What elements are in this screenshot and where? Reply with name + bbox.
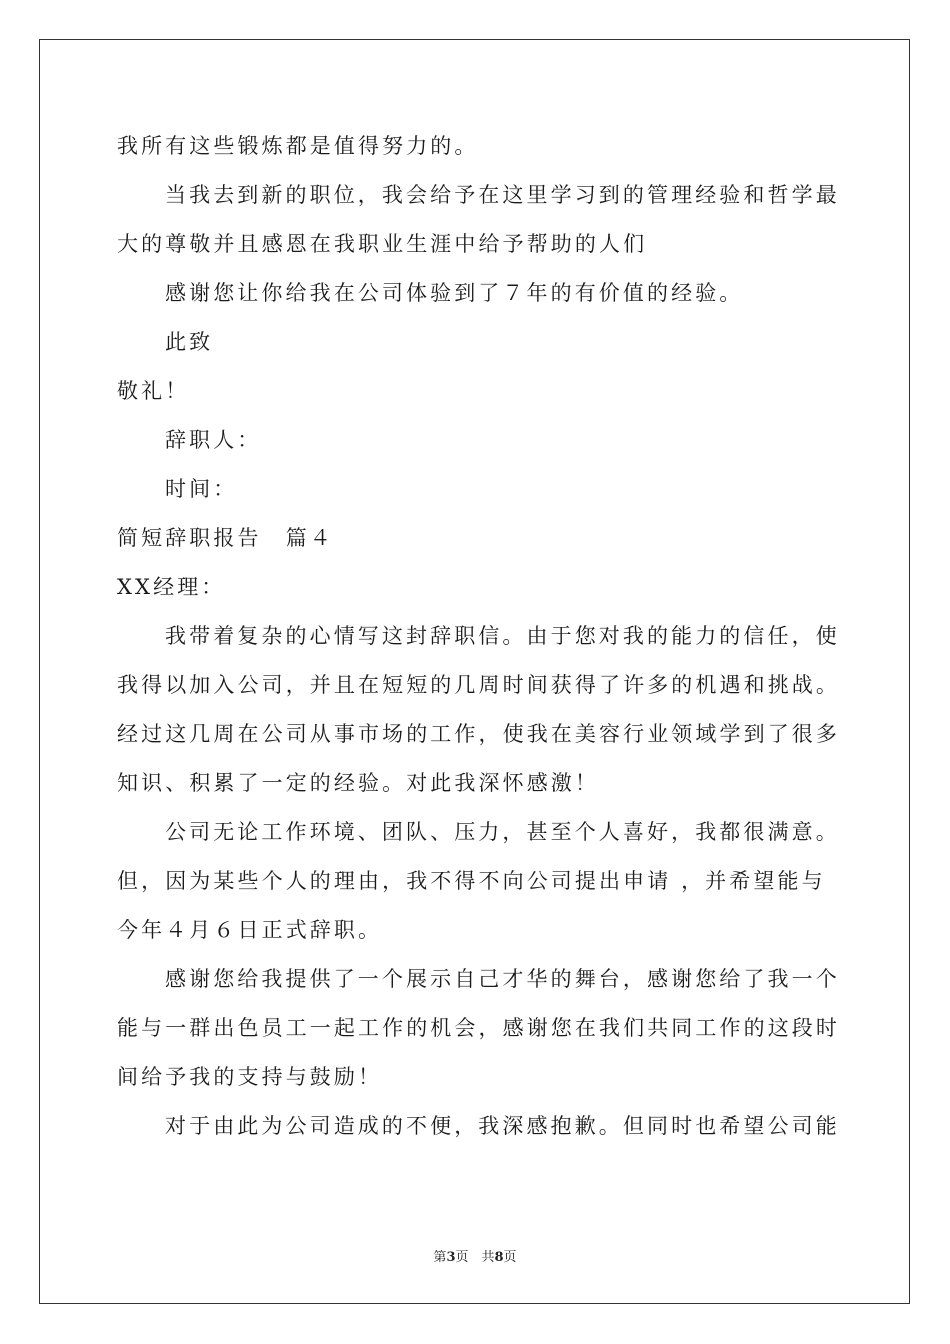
document-body <box>117 122 840 1151</box>
text-line: 我所有这些锻炼都是值得努力的。 <box>117 134 479 158</box>
page-suffix: 页 <box>503 1250 517 1265</box>
salutation-line: 敬礼！ <box>117 379 190 403</box>
text-line: 我得以加入公司，并且在短短的几周时间获得了许多的机遇和挑战。 <box>117 673 840 697</box>
paragraph-line: 公司无论工作环境、团队、压力，甚至个人喜好，我都很满意。 <box>165 820 840 844</box>
text-line: 大的尊敬并且感恩在我职业生涯中给予帮助的人们 <box>117 232 648 256</box>
text-line: 能与一群出色员工一起工作的机会，感谢您在我们共同工作的这段时 <box>117 1016 840 1040</box>
date-label: 时间： <box>165 477 238 501</box>
text-line: 间给予我的支持与鼓励！ <box>117 1065 383 1089</box>
page-mid: 页 共 <box>455 1250 495 1265</box>
paragraph-line: 对于由此为公司造成的不便，我深感抱歉。但同时也希望公司能 <box>165 1114 840 1138</box>
closing-line: 此致 <box>165 330 214 354</box>
total-page-number: 8 <box>494 1250 504 1265</box>
page-footer <box>0 1246 950 1265</box>
paragraph-line: 当我去到新的职位，我会给予在这里学习到的管理经验和哲学最 <box>165 183 840 207</box>
page-prefix: 第 <box>433 1250 447 1265</box>
text-line: 今年４月６日正式辞职。 <box>117 918 383 942</box>
paragraph-line: 我带着复杂的心情写这封辞职信。由于您对我的能力的信任，使 <box>165 624 840 648</box>
addressee-line: XX经理： <box>117 575 226 599</box>
signer-label: 辞职人： <box>165 428 262 452</box>
section-title: 简短辞职报告 篇４ <box>117 526 334 550</box>
paragraph-line: 感谢您给我提供了一个展示自己才华的舞台，感谢您给了我一个 <box>165 967 840 991</box>
text-line: 但，因为某些个人的理由，我不得不向公司提出申请 ，并希望能与 <box>117 869 826 893</box>
paragraph-line: 感谢您让你给我在公司体验到了７年的有价值的经验。 <box>165 281 744 305</box>
text-line: 知识、积累了一定的经验。对此我深怀感激！ <box>117 771 599 795</box>
text-line: 经过这几周在公司从事市场的工作，使我在美容行业领域学到了很多 <box>117 722 840 746</box>
current-page-number: 3 <box>446 1250 456 1265</box>
